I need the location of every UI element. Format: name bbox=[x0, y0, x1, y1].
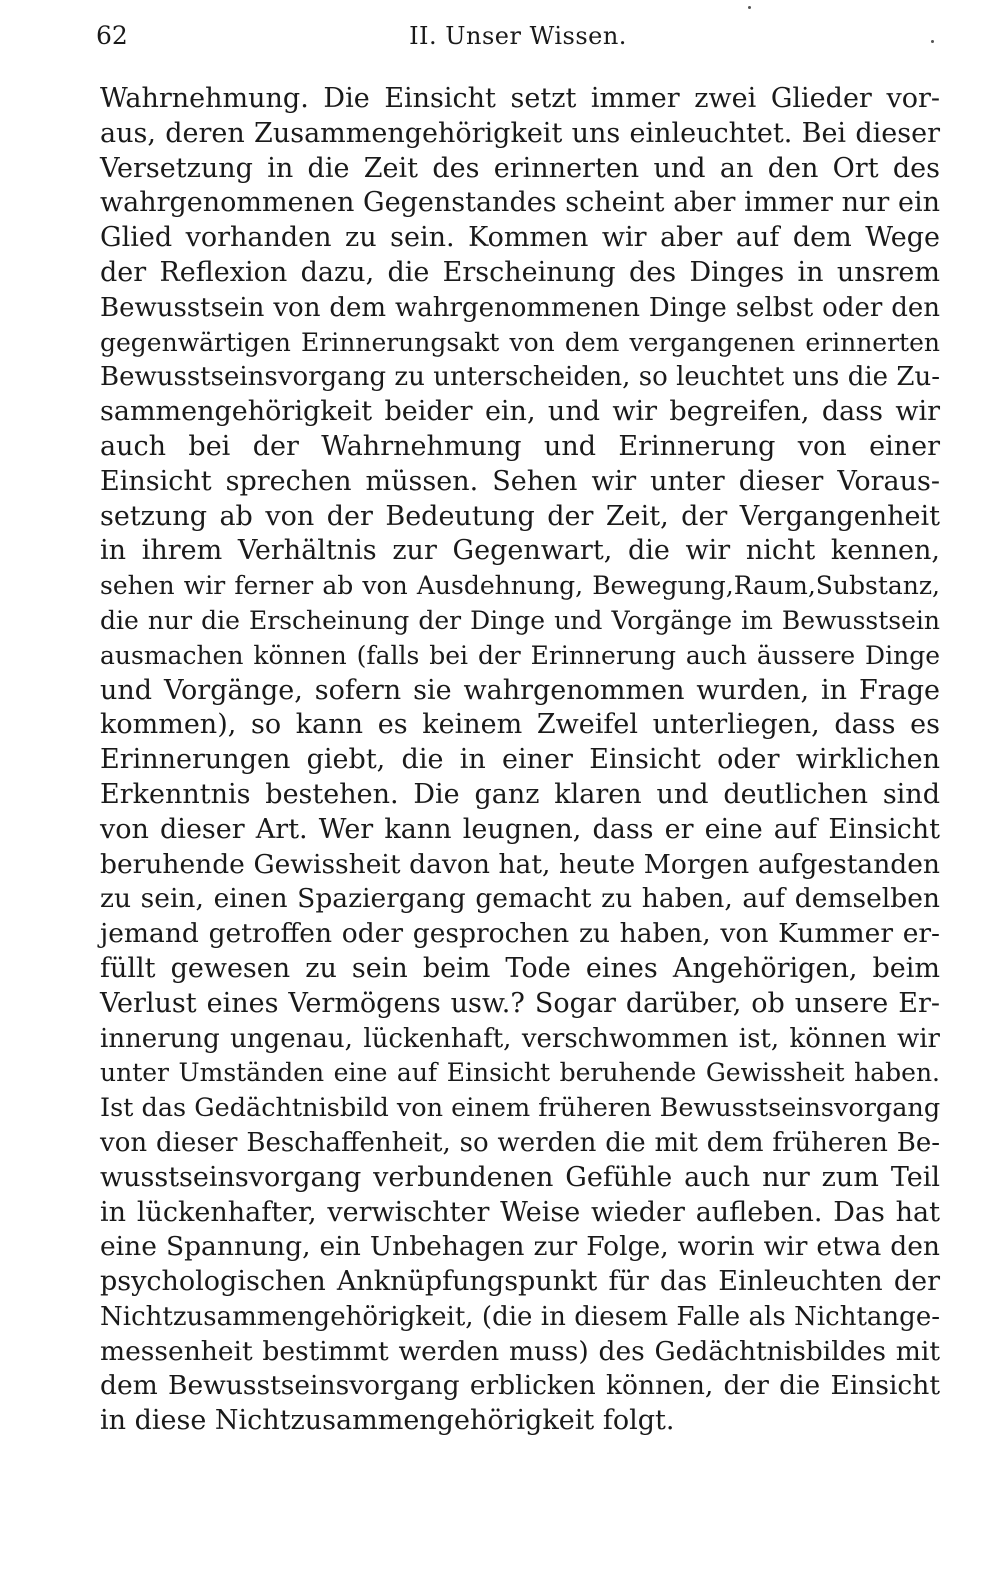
text-line: messenheit bestimmt werden muss) des Gedächtnisbildes mit bbox=[100, 1335, 940, 1367]
page-header bbox=[96, 18, 940, 54]
text-line: Ist das Gedächtnisbild von einem früheren Bewusstseinsvorgang bbox=[100, 1093, 941, 1124]
text-line: von dieser Beschaffenheit, so werden die mit dem früheren Be- bbox=[100, 1127, 940, 1158]
body-paragraph bbox=[100, 82, 940, 1439]
text-line: psychologischen Anknüpfungspunkt für das Einleuchten der bbox=[100, 1266, 940, 1298]
text-line: Nichtzusammengehörigkeit, (die in diesem Falle als Nichtange- bbox=[100, 1301, 940, 1332]
text-line: Verlust eines Vermögens usw.? Sogar darüber, ob unsere Er- bbox=[100, 987, 940, 1019]
running-head: II. Unser Wissen. bbox=[409, 22, 627, 50]
text-line: in diese Nichtzusammengehörigkeit folgt. bbox=[100, 1405, 675, 1437]
page-number: 62 bbox=[96, 21, 128, 50]
text-line: wusstseinsvorgang verbundenen Gefühle auch nur zum Teil bbox=[100, 1161, 940, 1193]
text-line: von dieser Art. Wer kann leugnen, dass er eine auf Einsicht bbox=[100, 813, 940, 845]
text-line: Glied vorhanden zu sein. Kommen wir aber auf dem Wege bbox=[100, 222, 940, 254]
text-line: wahrgenommenen Gegenstandes scheint aber immer nur ein bbox=[100, 187, 940, 219]
text-line: Erinnerungen giebt, die in einer Einsicht oder wirklichen bbox=[100, 744, 940, 776]
text-line: der Reflexion dazu, die Erscheinung des Dinges in unsrem bbox=[100, 256, 940, 288]
print-speck bbox=[748, 6, 751, 9]
text-line: aus, deren Zusammengehörigkeit uns einleuchtet. Bei dieser bbox=[100, 117, 940, 149]
text-line: Bewusstseinsvorgang zu unterscheiden, so leuchtet uns die Zu- bbox=[100, 362, 940, 393]
text-line: und Vorgänge, sofern sie wahrgenommen wurden, in Frage bbox=[100, 674, 940, 706]
text-line: füllt gewesen zu sein beim Tode eines Angehörigen, beim bbox=[100, 952, 940, 984]
text-line: zu sein, einen Spaziergang gemacht zu haben, auf demselben bbox=[100, 883, 940, 915]
text-line: Einsicht sprechen müssen. Sehen wir unter dieser Voraus- bbox=[100, 465, 940, 497]
text-line: eine Spannung, ein Unbehagen zur Folge, worin wir etwa den bbox=[100, 1231, 940, 1263]
text-line: unter Umständen eine auf Einsicht beruhende Gewissheit haben. bbox=[100, 1058, 940, 1088]
text-line: jemand getroffen oder gesprochen zu haben, von Kummer er- bbox=[100, 918, 940, 950]
text-line: Wahrnehmung. Die Einsicht setzt immer zwei Glieder vor- bbox=[100, 83, 940, 114]
text-line: auch bei der Wahrnehmung und Erinnerung von einer bbox=[100, 430, 940, 462]
print-speck bbox=[931, 40, 934, 43]
text-line: sehen wir ferner ab von Ausdehnung, Bewegung,Raum,Substanz, bbox=[100, 571, 940, 601]
text-line: sammengehörigkeit beider ein, und wir begreifen, dass wir bbox=[100, 396, 940, 428]
text-line: gegenwärtigen Erinnerungsakt von dem vergangenen erinnerten bbox=[100, 327, 940, 357]
text-line: innerung ungenau, lückenhaft, verschwommen ist, können wir bbox=[100, 1023, 940, 1054]
text-line: in ihrem Verhältnis zur Gegenwart, die wir nicht kennen, bbox=[100, 535, 940, 567]
text-line: setzung ab von der Bedeutung der Zeit, der Vergangenheit bbox=[100, 500, 940, 532]
text-line: Versetzung in die Zeit des erinnerten und an den Ort des bbox=[100, 152, 940, 184]
text-line: dem Bewusstseinsvorgang erblicken können, der die Einsicht bbox=[100, 1370, 940, 1402]
text-line: kommen), so kann es keinem Zweifel unterliegen, dass es bbox=[100, 709, 940, 741]
text-line: die nur die Erscheinung der Dinge und Vorgänge im Bewusstsein bbox=[100, 605, 940, 635]
text-line: beruhende Gewissheit davon hat, heute Morgen aufgestanden bbox=[100, 848, 940, 880]
text-line: in lückenhafter, verwischter Weise wieder aufleben. Das hat bbox=[100, 1196, 940, 1228]
text-line: Erkenntnis bestehen. Die ganz klaren und deutlichen sind bbox=[100, 778, 940, 810]
text-line: Bewusstsein von dem wahrgenommenen Dinge selbst oder den bbox=[100, 292, 940, 323]
text-line: ausmachen können (falls bei der Erinnerung auch äussere Dinge bbox=[100, 640, 940, 670]
